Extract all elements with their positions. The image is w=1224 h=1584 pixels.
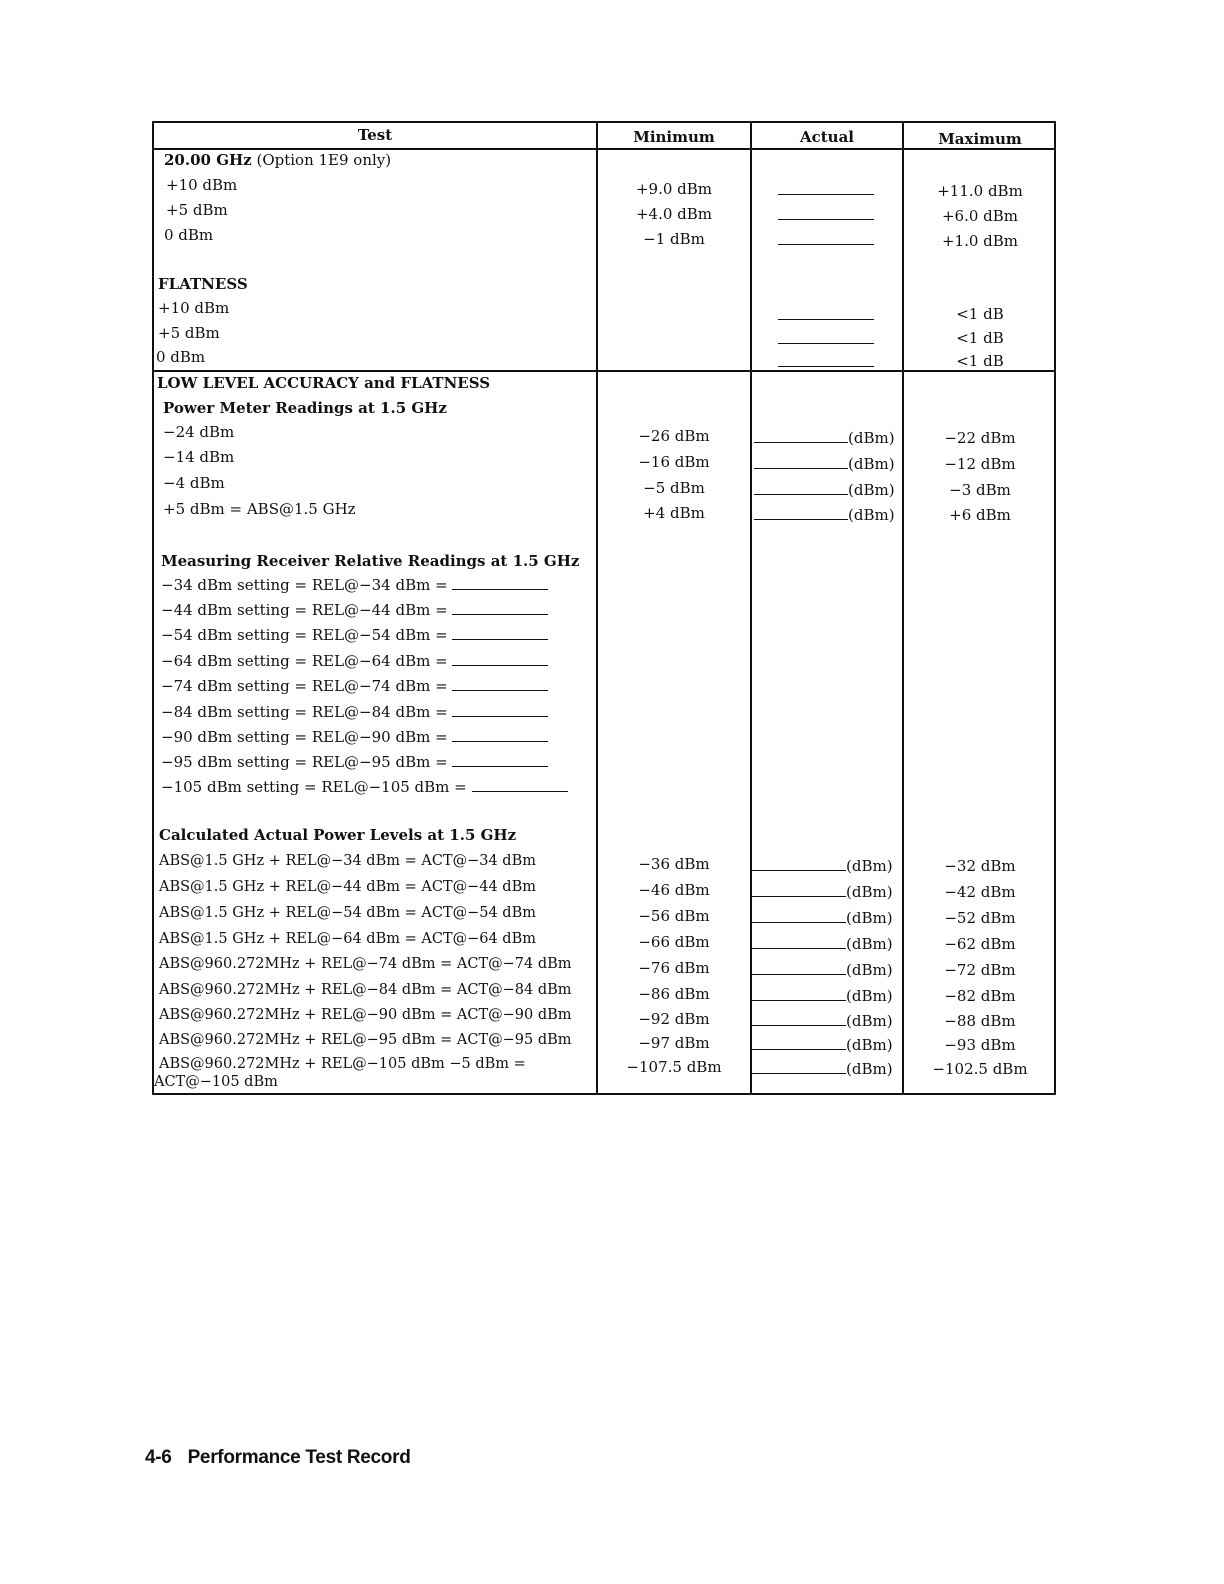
receiver-row-9-field[interactable] (472, 777, 568, 792)
row-flatness-1-actual-field[interactable] (778, 305, 874, 320)
pm-row-2-max: −12 dBm (944, 455, 1016, 473)
calc-row-1-max: −32 dBm (944, 857, 1016, 875)
calc-row-1-test: ABS@1.5 GHz + REL@−34 dBm = ACT@−34 dBm (159, 853, 536, 869)
receiver-row-6-field[interactable] (452, 702, 548, 717)
receiver-row-7: −90 dBm setting = REL@−90 dBm = (161, 727, 548, 746)
pm-row-4-test: +5 dBm = ABS@1.5 GHz (163, 500, 356, 518)
calc-row-2-actual[interactable]: (dBm) (752, 882, 893, 901)
header-divider (154, 148, 1054, 150)
calc-row-5-actual[interactable]: (dBm) (752, 960, 893, 979)
calc-row-7-actual[interactable]: (dBm) (752, 1011, 893, 1030)
row-20ghz-3-max: +1.0 dBm (941, 232, 1019, 250)
section-20ghz-title: 20.00 GHz (Option 1E9 only) (164, 151, 392, 169)
calc-row-2-max: −42 dBm (944, 883, 1016, 901)
receiver-row-6: −84 dBm setting = REL@−84 dBm = (161, 702, 548, 721)
pm-row-1-test: −24 dBm (163, 423, 235, 441)
calc-row-9-max: −102.5 dBm (932, 1060, 1028, 1078)
receiver-row-8: −95 dBm setting = REL@−95 dBm = (161, 752, 548, 771)
calc-row-6-actual[interactable]: (dBm) (752, 986, 893, 1005)
calc-row-7-test: ABS@960.272MHz + REL@−90 dBm = ACT@−90 dBm (159, 1007, 572, 1023)
calc-row-2-test: ABS@1.5 GHz + REL@−44 dBm = ACT@−44 dBm (159, 879, 536, 895)
header-maximum: Maximum (938, 130, 1022, 148)
footer-title: Performance Test Record (187, 1447, 411, 1468)
pm-row-1-actual[interactable]: (dBm) (754, 428, 895, 447)
receiver-title: Measuring Receiver Relative Readings at 1.5 GHz (161, 552, 580, 570)
calc-row-7-min: −92 dBm (638, 1010, 710, 1028)
pm-row-3-min: −5 dBm (643, 479, 705, 497)
row-20ghz-1-min: +9.0 dBm (635, 180, 713, 198)
header-minimum: Minimum (633, 128, 715, 146)
calc-row-7-max: −88 dBm (944, 1012, 1016, 1030)
row-flatness-2-actual-field[interactable] (778, 329, 874, 344)
receiver-row-3-field[interactable] (452, 625, 548, 640)
row-20ghz-1-max: +11.0 dBm (937, 182, 1023, 200)
row-20ghz-1-test: +10 dBm (166, 176, 238, 194)
calc-row-3-test: ABS@1.5 GHz + REL@−54 dBm = ACT@−54 dBm (159, 905, 536, 921)
header-test: Test (357, 126, 393, 144)
row-20ghz-1-actual-field[interactable] (778, 180, 874, 195)
calc-row-6-max: −82 dBm (944, 987, 1016, 1005)
section-divider (154, 370, 1054, 372)
pm-row-1-max: −22 dBm (944, 429, 1016, 447)
power-meter-title: Power Meter Readings at 1.5 GHz (163, 399, 447, 417)
calc-row-4-actual[interactable]: (dBm) (752, 934, 893, 953)
receiver-row-9: −105 dBm setting = REL@−105 dBm = (161, 777, 568, 796)
pm-row-1-min: −26 dBm (638, 427, 710, 445)
receiver-row-2-field[interactable] (452, 600, 548, 615)
pm-row-2-actual[interactable]: (dBm) (754, 454, 895, 473)
receiver-row-2: −44 dBm setting = REL@−44 dBm = (161, 600, 548, 619)
page-number: 4-6 (145, 1447, 172, 1468)
pm-row-2-test: −14 dBm (163, 448, 235, 466)
pm-row-3-actual[interactable]: (dBm) (754, 480, 895, 499)
calc-row-3-actual[interactable]: (dBm) (752, 908, 893, 927)
row-20ghz-2-min: +4.0 dBm (635, 205, 713, 223)
calc-row-4-test: ABS@1.5 GHz + REL@−64 dBm = ACT@−64 dBm (159, 931, 536, 947)
calc-row-3-min: −56 dBm (638, 907, 710, 925)
row-20ghz-3-test: 0 dBm (164, 226, 214, 244)
pm-row-3-max: −3 dBm (949, 481, 1011, 499)
calc-row-5-test: ABS@960.272MHz + REL@−74 dBm = ACT@−74 dBm (159, 956, 572, 972)
row-flatness-1-max: <1 dB (956, 305, 1004, 323)
calc-row-6-min: −86 dBm (638, 985, 710, 1003)
calc-row-4-min: −66 dBm (638, 933, 710, 951)
receiver-row-4: −64 dBm setting = REL@−64 dBm = (161, 651, 548, 670)
row-20ghz-2-test: +5 dBm (166, 201, 228, 219)
pm-row-3-test: −4 dBm (163, 474, 225, 492)
calc-row-9-test-line2: ACT@−105 dBm (154, 1074, 278, 1090)
performance-test-table (152, 121, 1056, 1095)
calc-row-5-min: −76 dBm (638, 959, 710, 977)
pm-row-4-min: +4 dBm (643, 504, 705, 522)
calc-row-4-max: −62 dBm (944, 935, 1016, 953)
receiver-row-5: −74 dBm setting = REL@−74 dBm = (161, 676, 548, 695)
row-flatness-3-actual-field[interactable] (778, 352, 874, 367)
calc-row-9-actual[interactable]: (dBm) (752, 1059, 893, 1078)
row-20ghz-3-min: −1 dBm (643, 230, 705, 248)
calc-row-8-test: ABS@960.272MHz + REL@−95 dBm = ACT@−95 dBm (159, 1032, 572, 1048)
row-20ghz-3-actual-field[interactable] (778, 230, 874, 245)
pm-row-4-max: +6 dBm (949, 506, 1011, 524)
receiver-row-3: −54 dBm setting = REL@−54 dBm = (161, 625, 548, 644)
receiver-row-8-field[interactable] (452, 752, 548, 767)
receiver-row-5-field[interactable] (452, 676, 548, 691)
calc-row-9-test-line1: ABS@960.272MHz + REL@−105 dBm −5 dBm = (159, 1056, 526, 1072)
receiver-row-1-field[interactable] (452, 575, 548, 590)
calc-row-8-max: −93 dBm (944, 1036, 1016, 1054)
receiver-row-7-field[interactable] (452, 727, 548, 742)
calc-row-5-max: −72 dBm (944, 961, 1016, 979)
calculated-title: Calculated Actual Power Levels at 1.5 GHz (159, 826, 517, 844)
row-flatness-2-max: <1 dB (956, 329, 1004, 347)
row-flatness-3-test: 0 dBm (156, 348, 206, 366)
calc-row-8-actual[interactable]: (dBm) (752, 1035, 893, 1054)
row-20ghz-2-max: +6.0 dBm (941, 207, 1019, 225)
calc-row-1-actual[interactable]: (dBm) (752, 856, 893, 875)
calc-row-1-min: −36 dBm (638, 855, 710, 873)
row-flatness-1-test: +10 dBm (158, 299, 230, 317)
receiver-row-4-field[interactable] (452, 651, 548, 666)
calc-row-6-test: ABS@960.272MHz + REL@−84 dBm = ACT@−84 dBm (159, 982, 572, 998)
header-actual: Actual (799, 128, 855, 146)
pm-row-2-min: −16 dBm (638, 453, 710, 471)
section-flatness-title: FLATNESS (158, 275, 248, 293)
pm-row-4-actual[interactable]: (dBm) (754, 505, 895, 524)
calc-row-8-min: −97 dBm (638, 1034, 710, 1052)
row-flatness-2-test: +5 dBm (158, 324, 220, 342)
calc-row-9-min: −107.5 dBm (626, 1058, 722, 1076)
page-footer (145, 1447, 411, 1469)
row-20ghz-2-actual-field[interactable] (778, 205, 874, 220)
calc-row-3-max: −52 dBm (944, 909, 1016, 927)
section-low-level-title: LOW LEVEL ACCURACY and FLATNESS (157, 374, 491, 392)
receiver-row-1: −34 dBm setting = REL@−34 dBm = (161, 575, 548, 594)
row-flatness-3-max: <1 dB (956, 352, 1004, 370)
calc-row-2-min: −46 dBm (638, 881, 710, 899)
